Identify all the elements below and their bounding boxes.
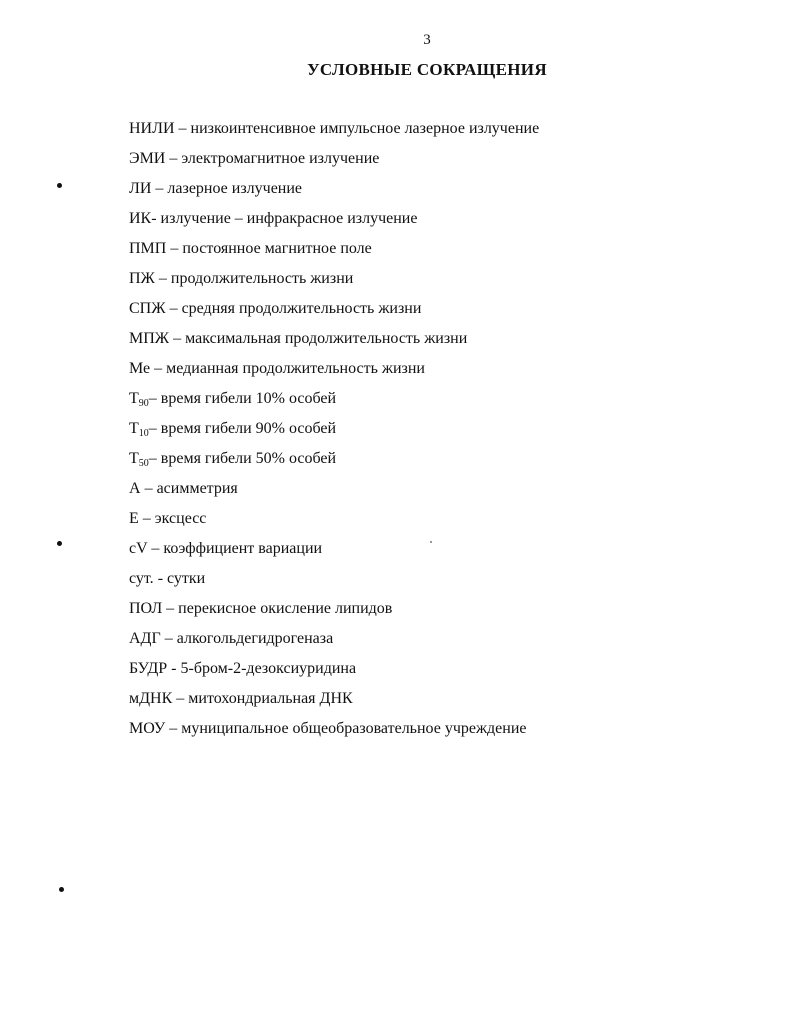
- abbreviation-definition: митохондриальная ДНК: [188, 690, 353, 707]
- abbreviation-separator: –: [154, 270, 171, 287]
- abbreviation-separator: –: [169, 330, 186, 347]
- abbreviation-term: БУДР: [129, 660, 168, 677]
- abbreviation-term: СПЖ: [129, 300, 166, 317]
- abbreviation-separator: –: [150, 360, 167, 377]
- abbreviation-separator: –: [148, 390, 161, 407]
- abbreviation-definition: время гибели 90% особей: [160, 420, 337, 437]
- abbreviation-separator: –: [174, 120, 191, 137]
- abbreviation-definition: эксцесс: [154, 510, 207, 527]
- abbreviation-term: ЭМИ: [129, 150, 166, 167]
- abbreviation-item: [129, 418, 734, 448]
- abbreviation-item: [129, 238, 734, 268]
- abbreviation-term: Т: [129, 390, 139, 407]
- abbreviation-item: [129, 388, 734, 418]
- abbreviation-definition: время гибели 50% особей: [160, 450, 337, 467]
- abbreviation-term: ПМП: [129, 240, 167, 257]
- abbreviation-item: [129, 568, 734, 598]
- abbreviation-term: А: [129, 480, 141, 497]
- scan-mark: [59, 887, 64, 892]
- abbreviation-separator: –: [165, 300, 182, 317]
- abbreviation-item: [129, 478, 734, 508]
- page-title: УСЛОВНЫЕ СОКРАЩЕНИЯ: [307, 60, 547, 79]
- abbreviation-definition: электромагнитное излучение: [181, 150, 380, 167]
- abbreviation-definition: постоянное магнитное поле: [182, 240, 372, 257]
- scan-mark: [57, 183, 62, 188]
- abbreviation-item: [129, 298, 734, 328]
- abbreviation-term: Т: [129, 420, 139, 437]
- abbreviation-term: МОУ: [129, 720, 166, 737]
- abbreviation-item: [129, 208, 734, 238]
- abbreviation-definition: максимальная продолжительность жизни: [185, 330, 468, 347]
- abbreviation-term: ПОЛ: [129, 600, 163, 617]
- abbreviation-item: [129, 628, 734, 658]
- abbreviation-item: [129, 328, 734, 358]
- abbreviation-separator: –: [230, 210, 247, 227]
- abbreviation-item: [129, 358, 734, 388]
- abbreviation-item: [129, 658, 734, 688]
- abbreviation-definition: средняя продолжительность жизни: [181, 300, 422, 317]
- scan-speck: [430, 541, 432, 543]
- abbreviation-separator: -: [167, 660, 181, 677]
- abbreviation-separator: –: [165, 150, 182, 167]
- abbreviation-separator: –: [147, 540, 164, 557]
- abbreviation-separator: –: [148, 420, 161, 437]
- abbreviation-item: [129, 118, 734, 148]
- abbreviation-term: МПЖ: [129, 330, 170, 347]
- abbreviation-list: [129, 118, 734, 748]
- abbreviation-definition: перекисное окисление липидов: [178, 600, 393, 617]
- abbreviation-item: [129, 148, 734, 178]
- abbreviation-item: [129, 178, 734, 208]
- abbreviation-subscript: 90: [138, 398, 149, 409]
- abbreviation-definition: 5-бром-2-дезоксиуридина: [180, 660, 357, 677]
- abbreviation-separator: –: [140, 480, 157, 497]
- abbreviation-definition: коэффициент вариации: [163, 540, 323, 557]
- abbreviation-item: [129, 508, 734, 538]
- abbreviation-definition: асимметрия: [156, 480, 238, 497]
- abbreviation-definition: низкоинтенсивное импульсное лазерное излучение: [190, 120, 540, 137]
- abbreviation-definition: муниципальное общеобразовательное учреждение: [181, 720, 527, 737]
- abbreviation-definition: сутки: [167, 570, 206, 587]
- abbreviation-definition: алкогольдегидрогеназа: [176, 630, 334, 647]
- abbreviation-item: [129, 688, 734, 718]
- abbreviation-separator: –: [172, 690, 189, 707]
- abbreviation-separator: –: [165, 720, 182, 737]
- abbreviation-definition: медианная продолжительность жизни: [166, 360, 425, 377]
- abbreviation-term: АДГ: [129, 630, 161, 647]
- abbreviation-subscript: 10: [138, 428, 149, 439]
- abbreviation-term: cV: [129, 540, 148, 557]
- abbreviation-separator: –: [166, 240, 183, 257]
- abbreviation-separator: –: [138, 510, 155, 527]
- abbreviation-term: мДНК: [129, 690, 173, 707]
- abbreviation-term: Е: [129, 510, 139, 527]
- abbreviation-definition: лазерное излучение: [167, 180, 303, 197]
- abbreviation-term: НИЛИ: [129, 120, 175, 137]
- abbreviation-separator: –: [151, 180, 168, 197]
- abbreviation-subscript: 50: [138, 458, 149, 469]
- abbreviation-term: ИК- излучение: [129, 210, 231, 227]
- abbreviation-separator: -: [153, 570, 168, 587]
- abbreviation-item: [129, 448, 734, 478]
- abbreviation-term: Т: [129, 450, 139, 467]
- page-number: 3: [423, 32, 431, 48]
- abbreviation-term: ЛИ: [129, 180, 152, 197]
- abbreviation-term: Ме: [129, 360, 151, 377]
- abbreviation-separator: –: [162, 600, 179, 617]
- abbreviation-definition: инфракрасное излучение: [246, 210, 418, 227]
- scan-mark: [57, 541, 62, 546]
- abbreviation-item: [129, 718, 734, 748]
- abbreviation-term: сут.: [129, 570, 154, 587]
- abbreviation-definition: продолжительность жизни: [170, 270, 354, 287]
- abbreviation-separator: –: [148, 450, 161, 467]
- abbreviation-term: ПЖ: [129, 270, 155, 287]
- abbreviation-item: [129, 268, 734, 298]
- abbreviation-separator: –: [160, 630, 177, 647]
- abbreviation-definition: время гибели 10% особей: [160, 390, 337, 407]
- abbreviation-item: [129, 598, 734, 628]
